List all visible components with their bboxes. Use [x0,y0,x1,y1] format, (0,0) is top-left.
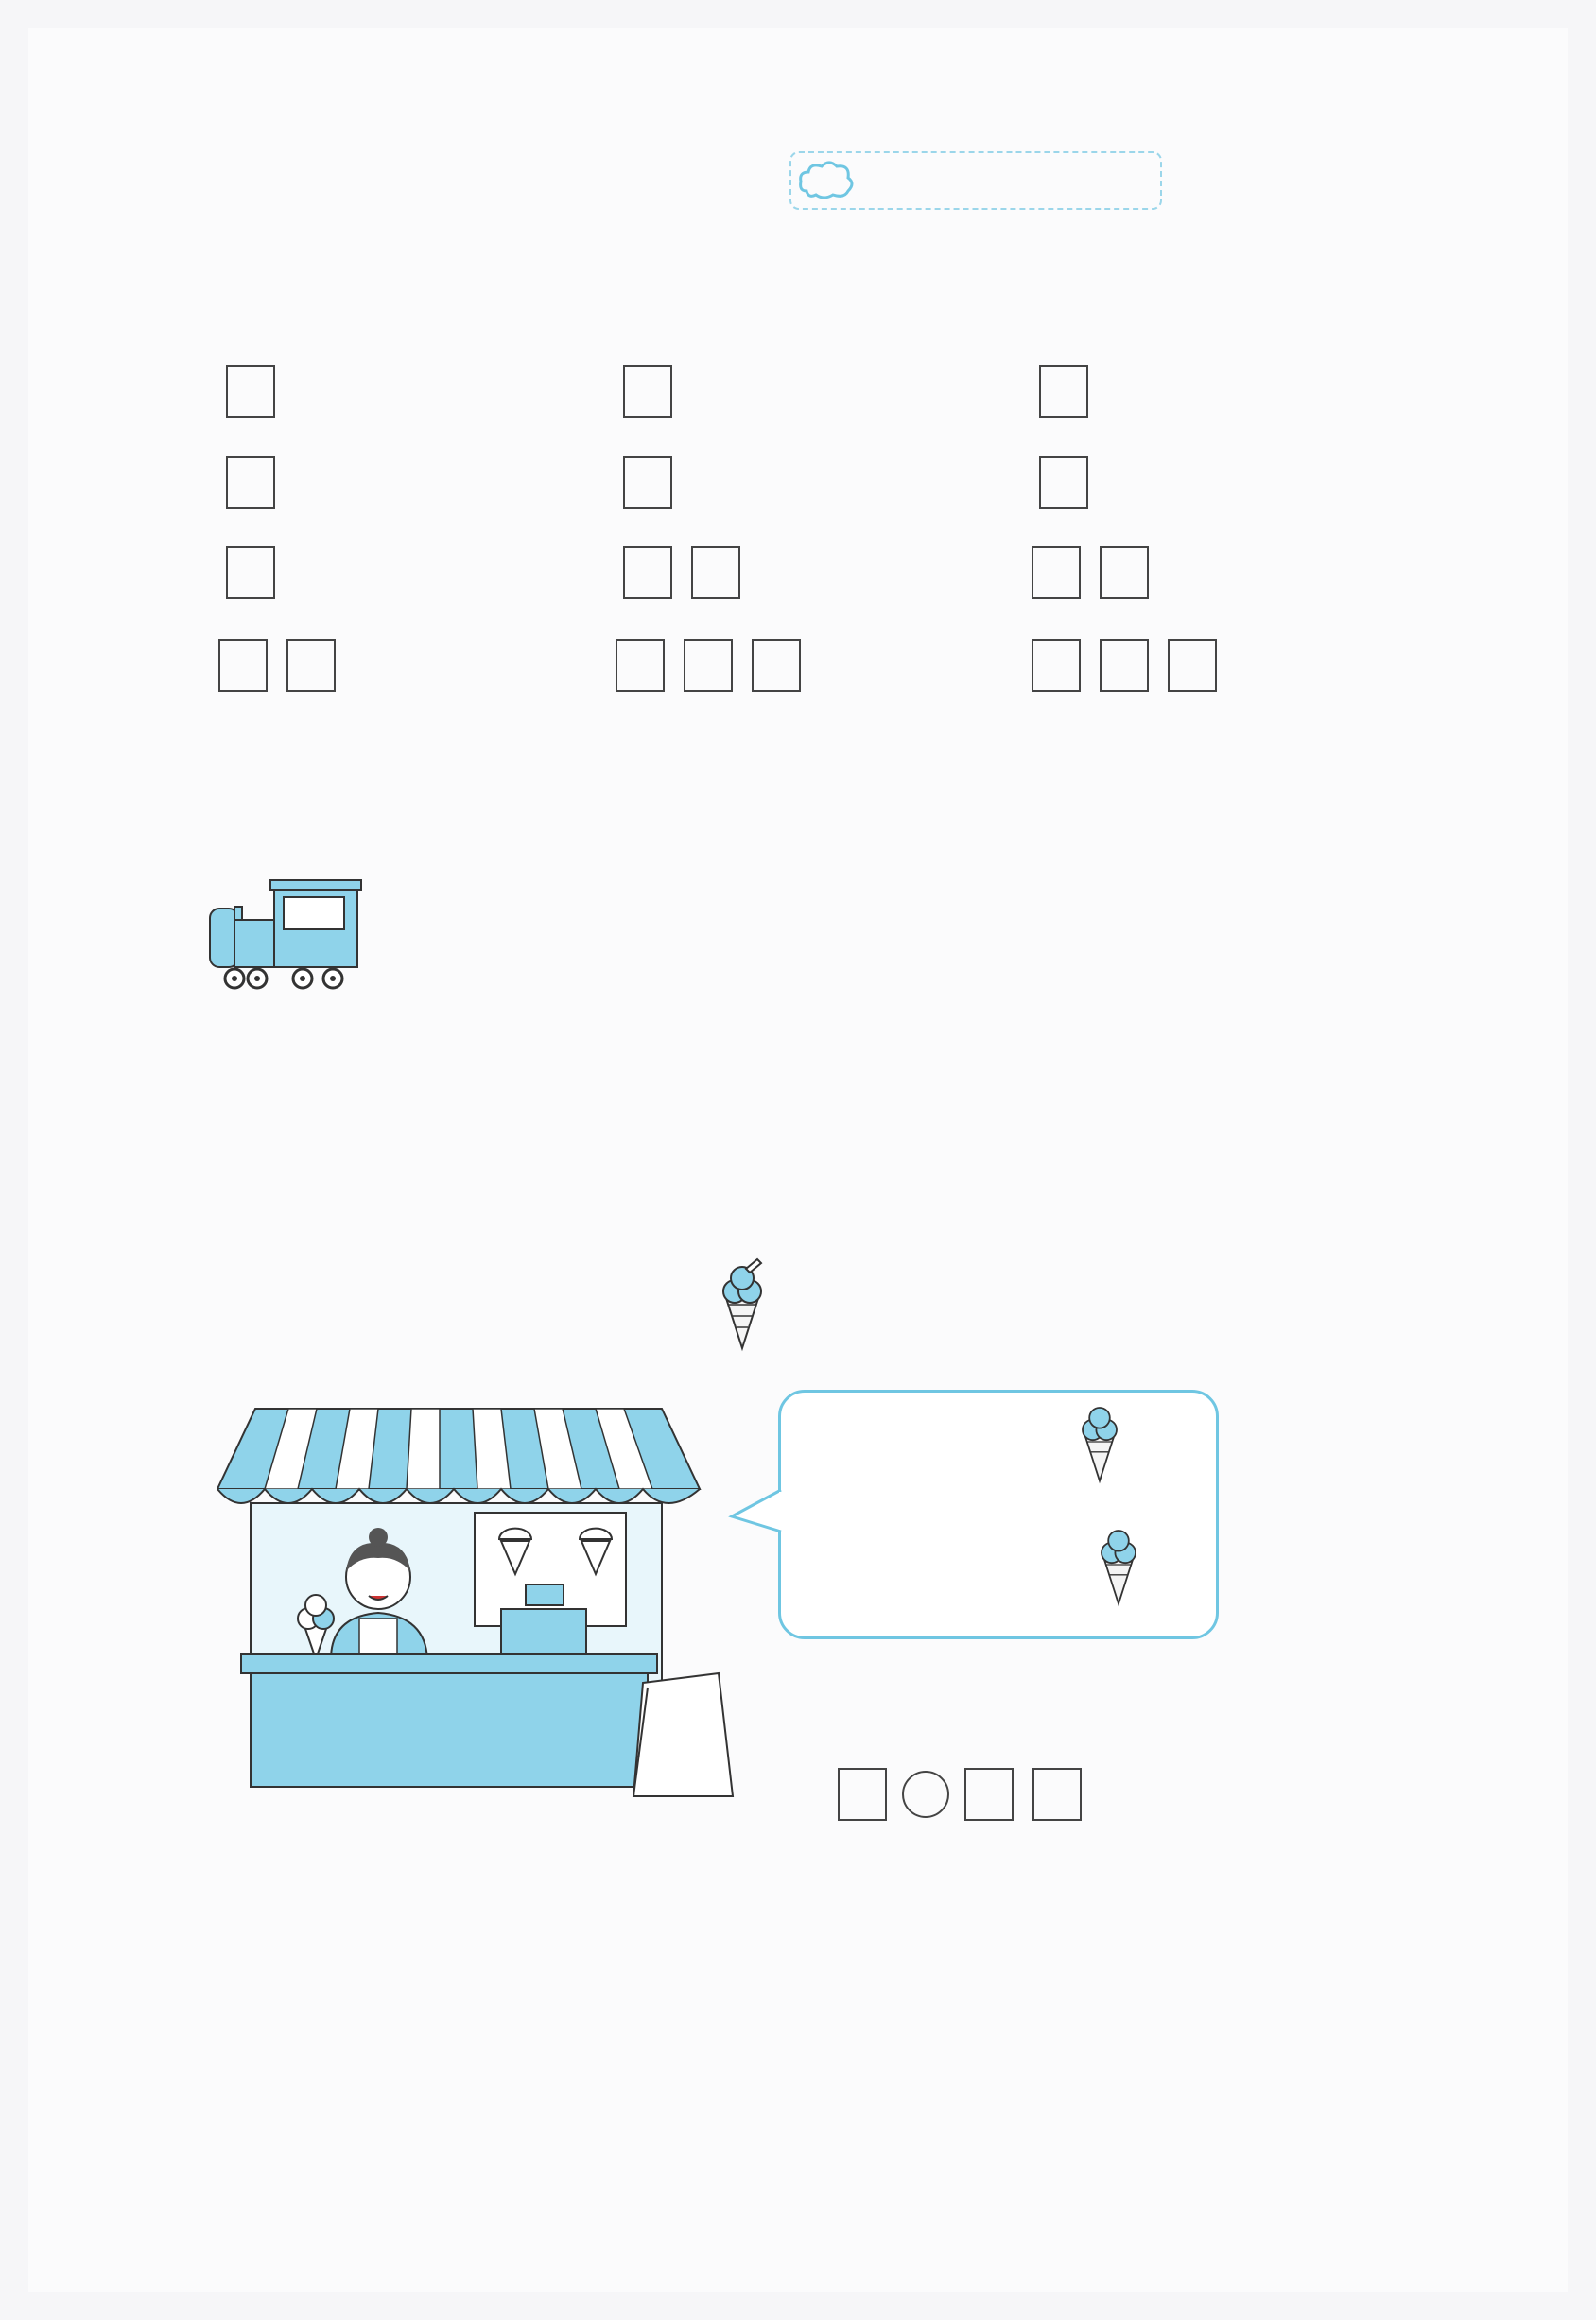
answer-box[interactable] [218,639,268,692]
answer-box[interactable] [623,546,672,599]
answer-box[interactable] [616,639,665,692]
q1-equation [610,546,746,599]
wheel-hub [232,976,237,981]
q1-equation [1026,639,1223,692]
train2 [208,1097,1437,1223]
ice-cream-shop-illustration [217,1399,747,1819]
answer-box[interactable] [1039,456,1088,509]
answer-box[interactable] [1100,546,1149,599]
answer-box[interactable] [838,1768,887,1821]
q1-equation [610,365,678,418]
q1-equation [1026,456,1094,509]
answer-box[interactable] [226,365,275,418]
speech-bubble [778,1390,1219,1639]
q1-equation [213,365,281,418]
train1-graphic [208,874,1437,997]
wheel-hub [300,976,305,981]
answer-box[interactable] [684,639,733,692]
wheel-hub [254,976,260,981]
locomotive-chimney [234,907,242,920]
q3-answer-equation [832,1768,1095,1821]
q1-equation [213,639,341,692]
textbook-reference [789,151,1162,210]
answer-box[interactable] [286,639,336,692]
answer-box[interactable] [1032,639,1081,692]
answer-box[interactable] [1100,639,1149,692]
locomotive-window [284,897,344,929]
ice-cream-icon [714,1257,771,1356]
answer-box[interactable] [226,546,275,599]
wheel-hub [330,976,336,981]
ice-cream-icon [1073,1399,1126,1484]
answer-box[interactable] [1039,365,1088,418]
answer-box[interactable] [1032,546,1081,599]
q1-equation [1026,546,1154,599]
q1-equation [610,456,678,509]
answer-box[interactable] [964,1768,1014,1821]
operator-circle[interactable] [902,1771,949,1818]
answer-box[interactable] [623,365,672,418]
answer-box[interactable] [226,456,275,509]
answer-box[interactable] [691,546,740,599]
train2-graphic [208,1097,1437,1220]
answer-box[interactable] [752,639,801,692]
speech-bubble-tail [728,1484,785,1541]
answer-box[interactable] [1032,1768,1082,1821]
cloud-icon [797,159,856,202]
q1-equation [1026,365,1094,418]
q1-equation [213,546,281,599]
q1-equation [213,456,281,509]
q1-equation [610,639,807,692]
answer-box[interactable] [623,456,672,509]
answer-box[interactable] [1168,639,1217,692]
train1 [208,874,1437,1001]
locomotive-roof [270,880,361,890]
ice-cream-icon [1092,1522,1145,1607]
